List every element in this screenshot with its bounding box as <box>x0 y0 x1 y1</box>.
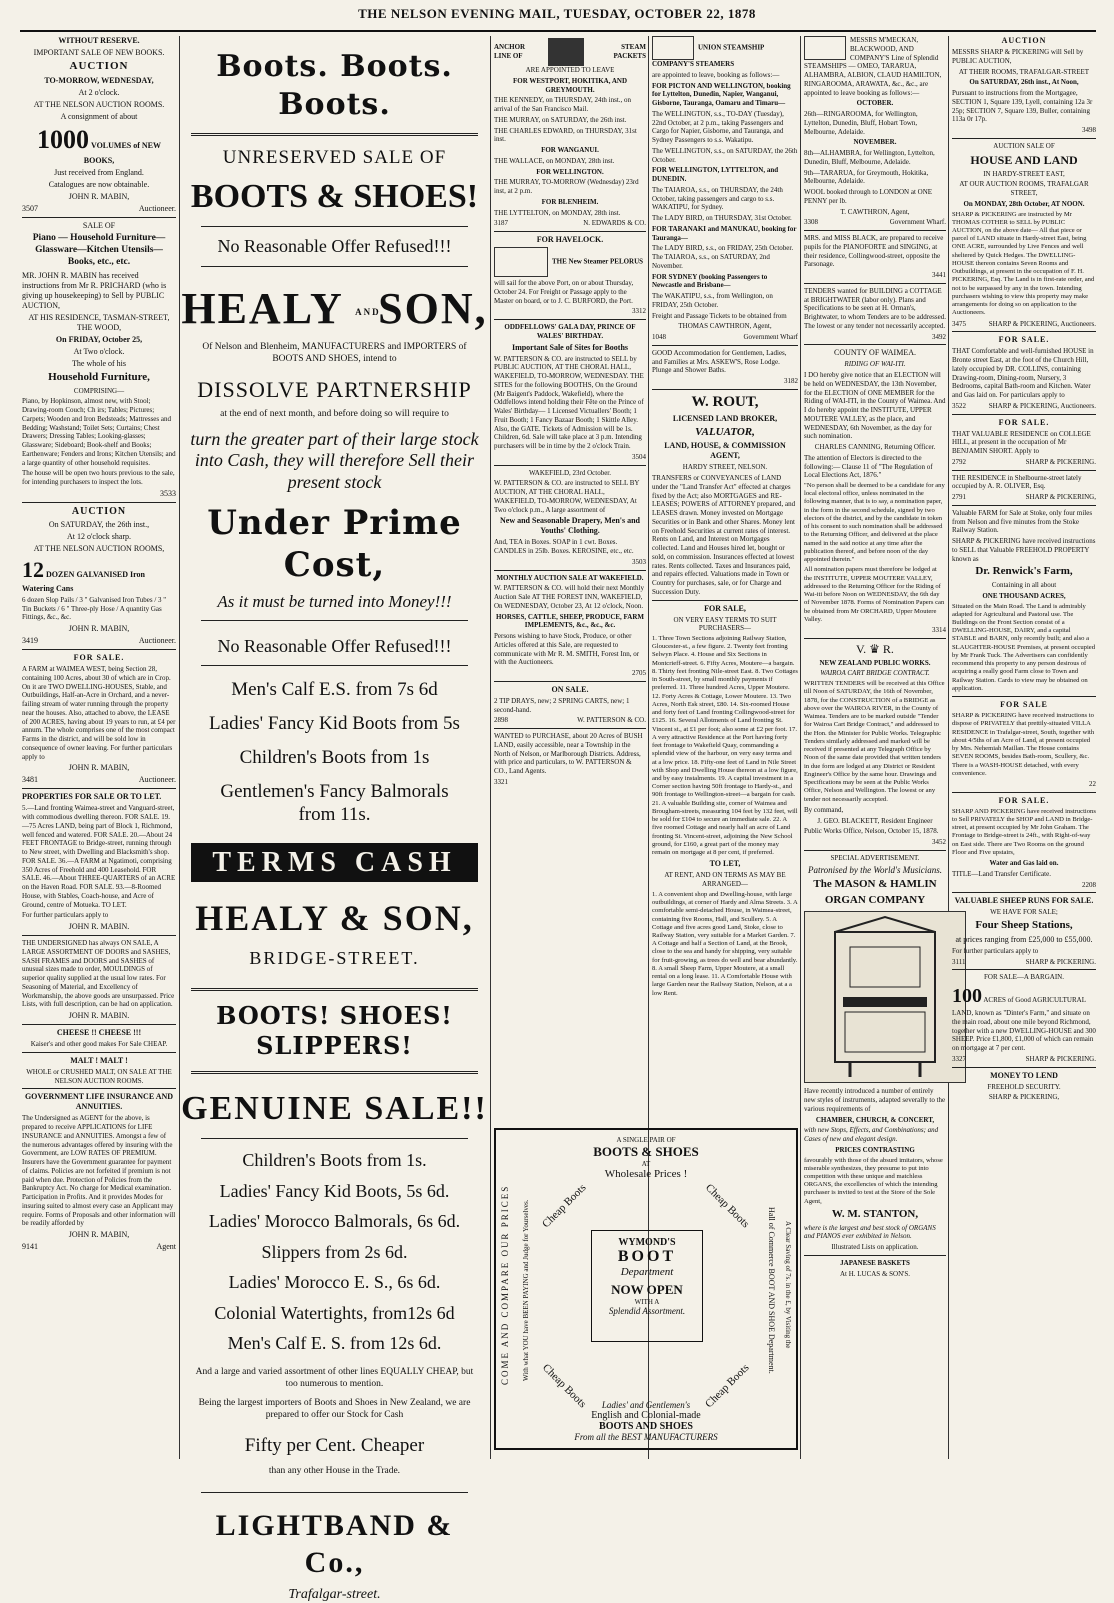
price-line: Gentlemen's Fancy Balmorals from 11s. <box>220 780 449 826</box>
ad-signature: CHARLES CANNING, Returning Officer. <box>814 443 936 451</box>
ad-role: Agent <box>156 1242 176 1252</box>
ad-text: TRANSFERS or CONVEYANCES of LAND under the "Land Transfer Act" effected at charges fixed by the Act; also MORTGAGES and RE-LEASES; POWERS of ATTORNEY prepared, and LEASES drawn. Money invested on Mortgage Securities or in Bank and other Shares. Money lent on Freehold Securities at current rates of interest. Rents on Land, and Interest on Mortgages collected. Land and Houses hired let, bought or sold, on commission. Insurances effected at lowest rates. Rents collected. Taxes and Insurances paid, and repairs effected. Valuations made in Town or Country for purchases, sale, or for Charge and Succession Duty. <box>652 474 796 596</box>
ad-subheading: RIDING OF WAI-ITI. <box>844 360 906 369</box>
price-line: Children's Boots from 1s. <box>242 1150 427 1171</box>
ad-text: On SATURDAY, 26th inst., At Noon, <box>969 78 1079 87</box>
price-line: Men's Calf E. S. from 12s 6d. <box>227 1333 442 1354</box>
ad-text: 26th—RINGAROOMA, for Wellington, Lyttelton, Dunedin, Bluff, Hobart Town, Melbourne, Adelaide. <box>804 110 918 136</box>
column-6 <box>952 36 1096 1459</box>
ad-text: GOOD Accommodation for Gentlemen, Ladies, and Families at Mrs. ASKEW'S, Rose Lodge. Plunge and Shower Baths. <box>652 348 787 375</box>
ad-ref: 1048 <box>652 333 666 341</box>
ad-title: HOUSE AND LAND <box>970 152 1078 167</box>
ad-ref: 2208 <box>1082 880 1096 889</box>
steamer-icon <box>494 247 548 277</box>
ad-text: At 12 o'clock sharp. <box>66 532 132 542</box>
ad-title: ORGAN COMPANY <box>824 893 926 906</box>
cheap-boots-label: Cheap Boots <box>540 1361 589 1411</box>
ad-ref: 3498 <box>1082 126 1096 134</box>
ad-text: Have recently introduced a number of entirely new styles of instruments, adapted severally to the various requirements of <box>804 1087 946 1113</box>
price-line: Colonial Watertights, from12s 6d <box>214 1302 455 1323</box>
ad-text: DOZEN GALVANISED Iron Watering Cans <box>22 570 145 593</box>
ad-text: TENDERS wanted for BUILDING a COTTAGE at BRIGHTWATER (labor only). Plans and Specifications to be seen at H. Orman's, Brightwater, to whom Tenders are to be addressed. The lowest or any tender not necessarily accepted. <box>804 286 946 330</box>
ad-ref: 2792 <box>952 457 966 466</box>
ad-text: TITLE—Land Transfer Certificate. <box>952 869 1051 878</box>
ad-signature: THOMAS CAWTHRON, Agent, <box>678 322 772 331</box>
ad-text: From all the BEST MANUFACTURERS <box>574 1432 718 1442</box>
ad-heading: SALE OF <box>82 221 116 231</box>
ad-title: MALT ! MALT ! <box>70 1055 128 1065</box>
ad-text: ON VERY EASY TERMS TO SUIT PURCHASERS— <box>673 615 777 633</box>
ad-text: THE UNDERSIGNED has always ON SALE, A LARGE ASSORTMENT OF DOORS and SASHES, SASH FRAMES and DOORS and SASHES of unusual sizes made to order, MOULDINGS of superior quality supplied at the usual low rates. For Seasoning of Material, and Excellency of Workmanship, the above goods are unsurpassed. Price Lists, with full description, can be had on application. <box>22 939 175 1009</box>
ad-text: At H. LUCAS & SON'S. <box>839 1269 911 1278</box>
ad-text: Catalogues are now obtainable. <box>48 180 150 190</box>
ad-text: The whole of his <box>72 358 126 368</box>
ad-signature: SHARP & PICKERING, <box>1025 493 1096 502</box>
ad-text: W. PATTERSON & CO. will hold their next Monthly Auction Sale AT THE FOREST INN, WAKEFIELD, On WEDNESDAY, October 23, At 12 o'clock, Noon. <box>494 584 644 610</box>
ship-flag-icon <box>548 38 584 66</box>
ad-text: COMPRISING— <box>73 386 125 395</box>
ad-role: Auctioneer. <box>138 775 176 785</box>
ad-text: at the end of next month, and before doing so will require to <box>220 409 449 419</box>
ad-text: WRITTEN TENDERS will be received at this Office till Noon of SATURDAY, the 16th of November, 1878, for the CONSTRUCTION of a BRIDGE as above over the WAIROA RIVER, in the County of Waimea. Tenders are to be marked outside "Tender for Wairoa Cart Bridge Contract," and addressed to the Hon. the Minister for Public Works. Telegraphic Tenders similarly addressed and marked will be received if presented at any Telegraph Office by Noon of the same date provided that written tenders in due form are lodged at any District or Resident Engineer's Office by the same hour. Drawings and Specifications may be seen at the Public Works Office, Nelson and Wellington. The lowest or any tender not necessarily accepted. <box>804 680 945 803</box>
ad-title: STEAM PACKETS <box>613 43 646 60</box>
ad-text: MESSRS M'MECKAN, BLACKWOOD, AND COMPANY'S Line of Splendid STEAMSHIPS — OMEO, TARARUA, ALHAMBRA, ALBION, CLAUD HAMILTON, RINGAROOMA, ARAWATA, &c., &c., are appointed to leave booking as follows:— <box>804 36 942 97</box>
ad-text: A Clear Saving of 7s. in the £, by Visiting the <box>784 1221 792 1349</box>
ad-text: SHARP & PICKERING have received instructions to SELL that Valuable FREEHOLD PROPERTY known as <box>952 537 1096 563</box>
ad-heading: AUCTION <box>69 60 129 72</box>
ad-heading: TO LET, <box>709 859 741 869</box>
ad-signature: N. EDWARDS & CO. <box>583 219 646 228</box>
ad-text: will sail for the above Port, on or about Thursday, October 24. For Freight or Passage apply to the Master on board, or to J. C. BURFORD, the Port. <box>494 279 634 305</box>
ad-heading: FOR SALE. <box>73 653 125 663</box>
ad-text: The WAKATIPU, s.s., from Wellington, on FRIDAY, 25th October. <box>652 292 773 309</box>
ad-text: No Reasonable Offer Refused!!! <box>217 236 452 257</box>
ad-text: SHARP AND PICKERING have received instructions to Sell PRIVATELY the SHOP and LAND in Bridge-street, at present occupied by Mr John Graham. The Frontage to Bridge-street is 24ft., with Right-of-way on East side. There are Two Rooms on the ground Floor and Five upstairs, <box>952 807 1096 856</box>
ad-text: BOOTS AND SHOES <box>599 1421 693 1432</box>
price-line: Ladies' Morocco E. S., 6s 6d. <box>228 1272 441 1293</box>
ad-text: IMPORTANT SALE OF NEW BOOKS. <box>33 48 165 57</box>
ad-text: Pursuant to instructions from the Mortgagee, SECTION 1, Square 139, Lyell, containing 12a 3r 25p; SECTION 7, Square 139, Buller, containing 113a 0r 17p. <box>952 89 1093 124</box>
ad-text: HARDY STREET, NELSON. <box>682 463 768 472</box>
ad-text: Freight and Passage Tickets to be obtained from <box>652 311 787 320</box>
ad-text: Ladies' and Gentlemen's <box>601 1400 691 1410</box>
price-line: Slippers from 2s 6d. <box>261 1241 408 1262</box>
ad-text: MRS. and MISS BLACK, are prepared to receive pupils for the PIANOFORTE and SINGING, at their residence, Collingwood-street, opposite the Parsonage. <box>804 234 944 269</box>
ad-text: The WELLINGTON, s.s., on SATURDAY, the 26th October. <box>652 146 798 164</box>
ad-text: Situated on the Main Road. The Land is admirably adapted for Agricultural and Pastoral use. The Buildings on the Front Section consist of a DWELLING-HOUSE, DAIRY, and a capital STABLE and BARN, only recently built; and also a SLAUGHTER-HOUSE Premises, at present occupied by Mr Frank Tuck. The Advertisers can confidently recommend this property to any person desirous of acquiring a really good Farm close to Town and Railway Station. Cards to view may be obtained on application. <box>952 602 1096 692</box>
ad-role: Auctioneer. <box>138 204 176 214</box>
ad-ref: 9141 <box>22 1242 38 1252</box>
ad-text: WANTED to PURCHASE, about 20 Acres of BUSH LAND, easily accessible, near a Township in the North of Nelson, or Marlborough Districts. Address, with price and particulars, to W. PATTERSON & CO., Land Agents. <box>494 732 643 775</box>
ad-number: 1000 <box>36 124 89 154</box>
ad-text: W. PATTERSON & CO. are instructed to SELL BY AUCTION, AT THE CHORAL HALL, WAKEFIELD, TO-MORROW, WEDNESDAY, At Two o'clock p.m., A large assortment of <box>494 479 640 514</box>
ad-text: A consignment of about <box>60 111 138 121</box>
ad-role: Auctioneer. <box>138 636 176 646</box>
ad-text: are appointed to leave, booking as follows:— <box>652 70 780 79</box>
ad-text: LICENSED LAND BROKER, <box>672 413 778 423</box>
ad-text: UNRESERVED SALE OF <box>222 147 447 168</box>
ad-title: ANCHOR LINE OF <box>494 43 526 60</box>
ad-text: THAT Comfortable and well-furnished HOUSE in Bronte street East, at the foot of the Church Hill, lately occupied by DR. COLLINS, containing Drawing-room, Dining-room, Nursery, 3 Bedrooms, capital Bath-room and Kitchen. Water and Gas laid on. For particulars apply to <box>952 347 1094 400</box>
ad-text: Containing in all about <box>991 581 1057 590</box>
firm-name: SON, <box>378 283 488 333</box>
ad-title: UNION STEAMSHIP COMPANY'S STEAMERS <box>652 43 764 68</box>
ad-title: BOOTS & SHOES <box>593 1144 699 1159</box>
ad-title: W. M. STANTON, <box>831 1207 919 1220</box>
ad-text: AT THE NELSON AUCTION ROOMS, <box>33 544 165 554</box>
price-line: Children's Boots from 1s <box>239 746 430 768</box>
ad-text: WOOL booked through to LONDON at ONE PENNY per lb. <box>804 188 933 205</box>
ad-text: WITH A <box>634 1298 660 1306</box>
ad-heading: FOR HAVELOCK. <box>536 235 604 244</box>
ad-text: WHOLE or CRUSHED MALT, ON SALE AT THE NELSON AUCTION ROOMS. <box>26 1067 172 1085</box>
ad-text: On FRIDAY, October 25, <box>55 334 143 344</box>
ad-signature: SHARP & PICKERING. <box>1025 457 1096 466</box>
ad-text: IN HARDY-STREET EAST, <box>983 169 1065 178</box>
ad-title: GOVERNMENT LIFE INSURANCE AND ANNUITIES. <box>24 1092 174 1112</box>
ad-text: SHARP & PICKERING have received instructions to dispose of PRIVATELY that prettily-situated VILLA RESIDENCE in Trafalgar-street, South, together with about 4/5ths of an Acre of Land, at present occupied by Mrs. Nehemiah Maillan. The House contains SEVEN ROOMS, besides Bath-room, Scullery, &c. There is a WASH-HOUSE detached, with every convenience. <box>952 712 1095 777</box>
ad-title: Four Sheep Stations, <box>975 919 1073 932</box>
ad-text: On SATURDAY, the 26th inst., <box>48 520 150 530</box>
ad-title: CHEESE !! CHEESE !!! <box>56 1028 142 1038</box>
ad-text: All nomination papers must therefore be lodged at the INSTITUTE, UPPER MOUTERE VALLEY, addressed to the Returning Officer for the Riding of Wai-iti before Noon on WEDNESDAY, the 6th day of November 1878. Forms of Nomination Papers can be obtained from Mr ORCHARD, Upper Moutere Valley. <box>804 566 945 623</box>
organ-icon <box>805 912 965 1082</box>
ad-text: THE KENNEDY, on THURSDAY, 24th inst., on arrival of the San Francisco Mail. <box>494 96 632 113</box>
ad-heading: FOR SALE. <box>998 417 1050 427</box>
firm-name-and: AND <box>355 307 381 318</box>
ad-signature: JOHN R. MABIN. <box>68 922 130 932</box>
ad-ref: 3475 <box>952 319 966 328</box>
ad-ref: 3187 <box>494 219 508 228</box>
ad-title: Fifty per Cent. Cheaper <box>244 1435 425 1457</box>
ad-text: THE New Steamer PELORUS <box>552 257 644 266</box>
ad-title: WYMOND'S <box>618 1237 676 1248</box>
ad-text: CHAMBER, CHURCH, & CONCERT, <box>815 1115 935 1124</box>
ad-ref: 3507 <box>22 204 38 214</box>
column-rule <box>948 36 949 1459</box>
ad-signature: W. PATTERSON & CO. <box>577 716 646 725</box>
masthead-rule <box>20 30 1096 32</box>
ad-heading: VALUABLE SHEEP RUNS FOR SALE. <box>954 896 1094 906</box>
ad-subheading: FOR WANGANUI. <box>541 146 599 154</box>
ad-text: than any other House in the Trade. <box>268 1465 401 1476</box>
steamer-icon <box>652 36 694 60</box>
ad-text: AT THEIR ROOMS, TRAFALGAR-STREET <box>958 67 1090 76</box>
ad-text: At 2 o'clock. <box>78 87 120 97</box>
ad-text: Water and Gas laid on. <box>989 859 1059 868</box>
ad-subheading: NOVEMBER. <box>853 138 897 147</box>
ad-ref: 3522 <box>952 401 966 410</box>
ad-heading: AUCTION SALE OF <box>993 141 1055 150</box>
ad-text: W. PATTERSON & CO. are instructed to SELL by PUBLIC AUCTION, AT THE CHORAL HALL, WAKEFIELD, TO-MORROW, WEDNESDAY. THE SITES for the following BOOTHS, On the Ground (Mr Baigent's Paddock, Wakefield), where the Oddfellows intend holding their Fête on the Prince of Wales' Birthday— 1 Licensed Victuallers' Booth; 1 Fruit Booth; 1 Fancy Bazaar Booth; 1 Skittle Alley. Also, the GATE. Tickets of Admission will be 1s. Children, 6d. Sale will take place at 3 p.m. Intending purchasers will be in time by the 2 o'clock Train. <box>494 354 644 450</box>
ad-ref: 3503 <box>632 557 646 566</box>
ad-text: Illustrated Lists on application. <box>831 1243 919 1252</box>
ad-signature: JOHN R. MABIN, <box>68 763 130 773</box>
ad-signature: SHARP & PICKERING. <box>1025 957 1096 966</box>
ad-title: BOOTS & SHOES! <box>190 177 479 215</box>
ad-text: Piano, by Hopkinson, almost new, with Stool; Drawing-room Couch; Ch irs; Tables; Pictures; Carpets; Wooden and Iron Bedsteads; Mattresses and Bedding; Washstand; Toilet Sets; Curtains; Chest Drawers; Dressing Tables; Looking-glasses; Glassware; Sideboard; Book-shelf and Books; Earthenware; Fenders and Irons; Kitchen Utensils; and a large quantity of other household requisites. <box>22 397 176 467</box>
ad-text: 1. A convenient shop and Dwelling-house, with large outbuildings, at corner of Hardy and Alma Streets. 3. A comfortable semi-detached House, in Waimea-street, containing five Rooms, Hall, and Scullery. 5. A Cottage and five acres good Land, Stoke, close to Railway Station, very suitable for a Market Garden. 7. A Cottage and half a Section of Land, at the Brook, close to the sea and handy for shipping, very suitable for fruit-growing, as trees do well and bear abundantly. 8. A small Sheep Farm, Upper Moutere, at a small rental on a long lease. 11. A Comfortable House with large Garden near the Railway Station, Nelson, at a a low Rent. <box>652 890 798 997</box>
ad-text: THE CHARLES EDWARD, on THURSDAY, 31st inst. <box>494 126 637 144</box>
ad-text: COME AND COMPARE OUR PRICES <box>500 1184 510 1386</box>
ad-text: THE WALLACE, on MONDAY, 28th inst. <box>494 156 615 165</box>
ad-ref: 3111 <box>952 957 966 966</box>
ad-text: SHARP & PICKERING are instructed by Mr THOMAS COTHER to SELL by PUBLIC AUCTION, on the above date— All that piece or parcel of LAND situate in Hardy-street East, being ONE ACRE, surrounded by Live Fences and well sheltered by Quick Hedges. The DWELLING-HOUSE thereon contains Seven Rooms and Outbuildings, at present in the occupation of F. H. PICKERING, Esq. The Land is in first-rate order, and not to be surpassed by any in the town. Intending purchasers wishing to view this property may make arrangements for doing so on application to the Auctioneers. <box>952 210 1095 317</box>
ad-text: 1. Three Town Sections adjoining Railway Station, Gloucester-st., a few figure. 2. Twenty feet fronting Selwyn Place. 4. House and Six Sections in Montcrieff-street. 6. Fifty Acres, Moutere—a bargain. 8. Thirty feet fronting Nile-street East. 8. Two Cottages in South-street, by small monthly payments if preferred. 11. Three hundred Acres, Upper Moutere. 12. Forty Acres & Cottage, Lower Moutere. 13. Two Acres, North Esk street, £80. 14. Six-roomed House and forty feet of Land fronting Collingwood-street for £125. 16. Several Allotments of Land fronting St. Vincent st., at £1 per foot; also some at £2 per foot. 17. A very attractive Residence at the Port having forty feet frontage to Wakefield Quay, commanding a splendid view of the harbour, on very easy terms and at a low price. 18. Fifty-one feet of Land in Nile Street with Shop and Dwelling House thereon at a low figure, and by easy instalments. 19. A capital investment in a Corner section having 50ft frontage to Hardy-st., and 90ft frontage to Wellington-street—a bargain for cash. 21. A valuable Building site, corner of Waimea and Brougham-streets, measuring 104 feet by 132 feet, will be sold for £104 to secure an immediate sale. 22. A five roomed Cottage and nearly half an acre of Land fronting St. Vincent-street, adjoining the New School ground, for £160, a great part of the money may remain on mortgage at 8 per cent, if preferred. <box>652 635 798 857</box>
ad-subheading: WAIROA CART BRIDGE CONTRACT. <box>820 669 930 678</box>
ad-signature: SHARP & PICKERING, <box>988 1093 1060 1102</box>
ad-title: Important Sale of Sites for Booths <box>511 342 629 352</box>
ad-title: Boots. Boots. Boots. <box>216 49 453 122</box>
ad-ref: 3492 <box>932 332 946 341</box>
ad-text: PRICES CONTRASTING <box>835 1145 915 1154</box>
ad-signature: SHARP & PICKERING, Auctioneers. <box>988 319 1096 328</box>
ad-signature: SHARP & PICKERING. <box>1025 1054 1096 1063</box>
ad-text: By command, <box>804 805 844 814</box>
ad-title: The MASON & HAMLIN <box>813 877 937 890</box>
ad-ref: 3452 <box>932 838 946 846</box>
ad-subheading: FOR BLENHEIM. <box>541 197 599 206</box>
column-rule <box>800 36 801 1459</box>
ad-heading: ON SALE. <box>551 684 589 694</box>
column-rule <box>179 36 180 1459</box>
firm-name: HEALY <box>181 283 343 333</box>
ad-text: 8th—ALHAMBRA, for Wellington, Lyttelton, Dunedin, Bluff, Melbourne, Adelaide. <box>804 149 935 166</box>
ad-text: On MONDAY, 28th October, AT NOON. <box>963 199 1085 208</box>
ad-text: favourably with those of the absurd imitators, whose miserable synthesizes, they presume to put into competition with these unique and matchless ORGANS, the excellencies of which the intending purchaser is invited to test at the Store of the Sole Agent, <box>804 1156 943 1205</box>
ad-text: The Undersigned as AGENT for the above, is prepared to receive APPLICATIONS for LIFE INSURANCE and ANNUITIES. Amongst a few of the numerous advantages offered by insuring with the Government, are LOW RATES OF PREMIUM. Insurers have the Government guarantee for payment of claims. Policies are not forfeited if premium is not paid when due. Protection of Policies from the Bankruptcy Act. No charge for Medical examination. Participation in Profits. And it provides Modes for insuring suited to almost every case an Applicant may require. Forms of Proposals and other information will be readily afforded by <box>22 1114 176 1228</box>
ad-heading: FOR SALE. <box>998 335 1050 345</box>
ad-heading: COUNTY OF WAIMEA. <box>834 348 916 358</box>
ad-text: A FARM at WAIMEA WEST, being Section 28, containing 100 Acres, about 30 of which are in Crop. On it are TWO DWELLING-HOUSES, Stable, and Outbuildings, Half-an-Acre in Orchard, and a never-failing stream of water running through the property near the houses. Also, attached to above, the LEASE of 200 ACRES, having about 19 years to run, at £4 per annum. The whole comprises one of the most compact Farms in the district, and will be sold low in consequence of owner leaving. For further particulars apply to <box>22 665 176 761</box>
ad-ref: 3314 <box>932 625 946 634</box>
ad-text: FREEHOLD SECURITY. <box>987 1082 1061 1091</box>
ad-ref: 3533 <box>160 488 176 498</box>
ad-text: With what YOU have BEEN PAYING and Judge for Yourselves. <box>522 1199 530 1381</box>
ad-text: Being the largest importers of Boots and Shoes in New Zealand, we are prepared to offer our Stock for Cash <box>198 1398 471 1421</box>
ad-subheading: FOR TARANAKI and MANUKAU, booking for Tauranga— <box>652 224 797 242</box>
ad-text: At Two o'clock. <box>73 346 125 356</box>
ad-text: "No person shall be deemed to be a candidate for any local electoral office, unless nominated in the following manner, that is to say, a nomination paper, in the form in the second schedule, signed by two electors of the district, and by the candidate in token of his consent to such nomination shall be addressed to the Returning Officer, and delivered at the place named in the said notice at any time after the publication thereof, and before noon of the day appointed therein." <box>804 482 945 564</box>
ad-text: A SINGLE PAIR OF <box>616 1136 676 1144</box>
cheap-boots-label: Cheap Boots <box>703 1361 752 1411</box>
ad-text: For further particulars apply to <box>952 946 1039 955</box>
ad-text: THE MURRAY, TO-MORROW (Wednesday) 23rd inst, at 2 p.m. <box>494 178 639 195</box>
ad-text: Kaiser's and other good makes For Sale CHEAP. <box>30 1040 168 1049</box>
ad-ref: 3312 <box>632 307 646 316</box>
ad-heading: FOR SALE <box>1000 700 1048 710</box>
ad-signature: T. CAWTHRON, Agent, <box>840 207 910 216</box>
wymond-box-ad <box>494 1128 798 1450</box>
ad-text: TO-MORROW, WEDNESDAY, <box>44 75 154 85</box>
ad-ref: 3481 <box>22 775 38 785</box>
ad-text: MESSRS SHARP & PICKERING will Sell by PUBLIC AUCTION, <box>952 48 1084 65</box>
column-2 <box>181 36 488 1602</box>
ad-text: Hall of Commerce BOOT AND SHOE Department. <box>767 1206 776 1374</box>
ad-text: I DO hereby give notice that an ELECTION will be held on WEDNESDAY, the 13th November, for the ELECTION of ONE MEMBER for the Riding of WAI-ITI, in the County of Waimea. And I do hereby appoint the INSTITUTE, UPPER MOUTERE VALLEY, as the place, and WEDNESDAY, 6th November, as the day for such nomination. <box>804 371 946 441</box>
ad-role: Government Wharf <box>743 333 798 341</box>
ad-text: For further particulars apply to <box>22 911 109 920</box>
ad-text: The house will be open two hours previous to the sale, for intending purchasers to inspect the lots. <box>22 469 175 487</box>
ad-text: AT <box>641 1160 651 1168</box>
price-line: Ladies' Fancy Kid Boots, 5s 6d. <box>219 1180 450 1201</box>
ad-title: Under Prime Cost, <box>207 502 462 586</box>
ad-ref: 2791 <box>952 493 966 502</box>
ad-text: The LADY BIRD, s.s., on FRIDAY, 25th October. The TAIAROA, s.s., on SATURDAY, 2nd November. <box>652 244 794 270</box>
ad-number: 100 <box>952 985 982 1008</box>
ad-number: 12 <box>22 557 44 583</box>
ad-role: Government Wharf. <box>889 218 946 227</box>
ad-text: The WELLINGTON, s.s., TO-DAY (Tuesday), 22nd October, at 2 p.m., taking Passengers and Cargo for Napier, Gisborne, and Tauranga, and Sydney Passengers to s.s. Wakatipu. <box>652 109 784 144</box>
ad-title: Dr. Renwick's Farm, <box>975 565 1073 578</box>
ad-title: BOOT <box>617 1248 677 1265</box>
ad-heading: FOR SALE. <box>998 795 1050 805</box>
ad-title: DISSOLVE PARTNERSHIP <box>197 376 472 402</box>
ad-text: THE LYTTELTON, on MONDAY, 28th inst. <box>494 208 621 217</box>
wymond-inner-box <box>591 1230 703 1342</box>
ad-text: LAND, HOUSE, & COMMISSION AGENT, <box>664 441 786 461</box>
ad-subheading: FOR WESTPORT, HOKITIKA, AND GREYMOUTH. <box>512 76 628 94</box>
terms-banner: TERMS CASH <box>191 843 478 882</box>
ad-ref: 22 <box>1089 780 1096 788</box>
ad-text: THAT VALUABLE RESIDENCE on COLLEGE HILL, at present in the occupation of Mr BENJAMIN SHORT. Apply to <box>952 429 1091 456</box>
ad-text: BRIDGE-STREET. <box>249 948 420 969</box>
price-line: Ladies' Morocco Balmorals, 6s 6d. <box>208 1211 461 1232</box>
ad-ref: 3321 <box>494 777 508 786</box>
ad-text: 9th—TARARUA, for Greymouth, Hokitika, Melbourne, Adelaide. <box>804 168 929 186</box>
ad-subheading: FOR SYDNEY (booking Passengers to Newcastle and Brisbane— <box>652 272 768 290</box>
ad-text: Splendid Assortment. <box>608 1306 686 1316</box>
ad-text: THE MURRAY, on SATURDAY, the 26th inst. <box>494 115 627 124</box>
ad-heading: FOR SALE, <box>704 603 746 613</box>
ad-heading: AUCTION <box>1001 36 1047 45</box>
ad-signature: J. GEO. BLACKETT, Resident Engineer <box>817 816 933 825</box>
ad-signature: SHARP & PICKERING, Auctioneers. <box>988 401 1096 410</box>
ad-ref: 3419 <box>22 636 38 646</box>
ad-text: 6 dozen Slop Pails / 3 " Galvanised Iron Tubes / 3 " Tin Buckets / 6 " Three-ply Hose / A quantity Gas Fittings, &c., &c. <box>22 595 167 622</box>
crown-emblem-icon: V. ♛ R. <box>856 641 894 656</box>
ad-text: Persons wishing to have Stock, Produce, or other Articles offered at this Sale, are requested to communicate with Mr R. M. SMITH, Forest Inn, or with the Auctioneers. <box>494 632 640 667</box>
column-5 <box>804 36 946 1459</box>
ad-text: VOLUMES of NEW BOOKS, <box>83 140 162 166</box>
ad-heading: WAKEFIELD, 23rd October. <box>528 468 612 477</box>
ad-heading: MONTHLY AUCTION SALE AT WAKEFIELD. <box>496 573 644 582</box>
ad-text: MR. JOHN R. MABIN has received instructions from Mr R. PRICHARD (who is giving up housekeeping) to Sell by PUBLIC AUCTION, <box>22 270 167 310</box>
ad-heading: ODDFELLOWS' GALA DAY, PRINCE OF WALES' BIRTHDAY. <box>504 323 636 340</box>
ad-text: Just received from England. <box>54 168 144 178</box>
ad-ref: 3441 <box>932 271 946 279</box>
ad-text: with new Stops, Effects, and Combinations; and Cases of new and elegant design. <box>804 1126 939 1143</box>
ad-text: Trafalgar-street. <box>288 1586 381 1602</box>
ad-signature: JOHN R. MABIN, <box>68 1230 130 1240</box>
ad-subheading: FOR PICTON AND WELLINGTON, booking for Lyttelton, Dunedin, Napier, Wanganui, Gisborne, Tauranga, Oamaru and Timaru— <box>652 81 791 107</box>
ad-text: ARE APPOINTED TO LEAVE <box>525 66 615 74</box>
firm-name: HEALY & SON, <box>195 898 474 939</box>
ad-text: AT RENT, AND ON TERMS AS MAY BE ARRANGED— <box>664 871 786 889</box>
ad-title: NOW OPEN <box>611 1282 683 1297</box>
price-line: Men's Calf E.S. from 7s 6d <box>231 679 438 701</box>
ad-text: VALUATOR, <box>695 425 755 438</box>
ad-text: And, TEA in Boxes. SOAP in 1 cwt. Boxes. CANDLES in 25lb. Boxes. KEROSINE, etc., etc. <box>494 538 634 555</box>
steamer-icon <box>804 36 846 60</box>
ad-ref: 3327 <box>952 1054 966 1063</box>
ad-text: turn the greater part of their large stock into Cash, they will therefore Sell their present stock <box>190 428 479 493</box>
ad-subheading: OCTOBER. <box>856 99 894 108</box>
ad-title: MONEY TO LEND <box>990 1070 1058 1080</box>
ad-title: Household Furniture, <box>48 370 150 383</box>
ad-text: As it must be turned into Money!!! <box>217 591 452 611</box>
ad-text: The TAIAROA, s.s., on THURSDAY, the 24th October, taking passengers and cargo to s.s. WAKATIPU, for Sydney. <box>652 185 783 212</box>
ad-ref: 3182 <box>784 377 798 385</box>
ad-text: English and Colonial-made <box>591 1410 701 1421</box>
ad-heading: FOR SALE—A BARGAIN. <box>984 973 1064 982</box>
ad-text: 5.—Land fronting Waimea-street and Vanguard-street, with commodious dwelling thereon. FOR SALE. 19.—75 Acres LAND, being part of Block 1, Richmond, well fenced and watered. FOR SALE. 20.—About 24 FEET FRONTAGE to Bridge-street, running through to New street, with Dwelling and Blacksmith's shop. FOR SALE. 36.—A FARM at Ngatimoti, comprising 350 Acres of Freehold and 400 Leasehold. FOR SALE. 46.—About THREE-QUARTERS of an ACRE on the Haven Road. FOR SALE. 93.—8-Roomed House, with Stables, Coach-house, and Acre of Ground, centre of Motueka. TO LET. <box>22 804 176 909</box>
ad-text: WE HAVE FOR SALE; <box>990 908 1058 917</box>
ad-ref: 2898 <box>494 716 508 725</box>
ad-subheading: FOR WELLINGTON. <box>536 167 604 176</box>
ad-text: Department <box>620 1266 674 1278</box>
ad-text: AT HIS RESIDENCE, TASMAN-STREET, THE WOOD, <box>28 312 170 332</box>
ad-heading: AUCTION <box>71 505 127 517</box>
ad-text: AT THE NELSON AUCTION ROOMS. <box>33 99 165 109</box>
cheap-boots-label: Cheap Boots <box>540 1181 589 1231</box>
ad-text: The LADY BIRD, on THURSDAY, 31st October. <box>652 214 792 222</box>
price-line: Ladies' Fancy Kid Boots from 5s <box>209 713 460 735</box>
ad-title: BOOTS! SHOES! SLIPPERS! <box>216 1000 453 1060</box>
ad-title: W. ROUT, <box>691 393 759 410</box>
ad-text: Valuable FARM for Sale at Stoke, only four miles from Nelson and five minutes from the Stoke Railway Station. <box>952 508 1093 535</box>
ad-ref: 2705 <box>632 669 646 677</box>
ad-title: JAPANESE BASKETS <box>840 1258 910 1267</box>
organ-illustration <box>804 911 966 1083</box>
ad-subheading: FOR WELLINGTON, LYTTELTON, and DUNEDIN. <box>652 166 779 183</box>
ad-signature: JOHN R. MABIN, <box>68 624 130 634</box>
ad-heading: PROPERTIES FOR SALE OR TO LET. <box>22 792 162 802</box>
ad-heading: WITHOUT RESERVE. <box>58 36 140 45</box>
cheap-boots-label: Cheap Boots <box>703 1181 752 1231</box>
ad-ref: 3504 <box>632 452 646 461</box>
ad-text: Wholesale Prices ! <box>604 1168 688 1180</box>
ad-text: THE RESIDENCE in Shelbourne-street lately occupied by A. R. OLIVER, Esq. <box>952 473 1082 491</box>
ad-text: ONE THOUSAND ACRES, <box>982 591 1066 600</box>
ad-text: where is the largest and best stock of ORGANS and PIANOS ever exhibited in Nelson. <box>804 1223 936 1241</box>
ad-heading: NEW ZEALAND PUBLIC WORKS. <box>819 658 931 667</box>
ad-text: AT OUR AUCTION ROOMS, TRAFALGAR STREET, <box>959 180 1089 197</box>
ad-text: ACRES of Good AGRICULTURAL LAND, known as "Dinter's Farm," and situate on the main road, about one mile beyond Richmond, together with a new DWELLING-HOUSE and 300 SHEEP. Price £1,800, £1,000 of which can remain on mortgage at 7 per cent. <box>952 996 1096 1053</box>
ad-ref: 3308 <box>804 218 818 227</box>
ad-heading: SPECIAL ADVERTISEMENT. <box>830 853 920 862</box>
ad-text: And a large and varied assortment of other lines EQUALLY CHEAP, but too numerous to mention. <box>195 1366 474 1389</box>
ad-text: at prices ranging from £25,000 to £55,000. <box>955 934 1093 944</box>
ad-signature: JOHN R. MABIN. <box>68 1011 130 1021</box>
ad-title: GENUINE SALE!! <box>181 1089 488 1127</box>
ad-title: Piano — Household Furniture—Glassware—Kitchen Utensils—Books, etc., etc. <box>32 233 166 267</box>
ad-text: The attention of Electors is directed to the following:— Clause 11 of "The Regulation of Local Elections Act, 1876." <box>804 453 933 480</box>
ad-text: Patronised by the World's Musicians. <box>807 864 942 875</box>
ad-title: New and Seasonable Drapery, Men's and Youths' Clothing. <box>499 516 640 536</box>
ad-signature: JOHN R. MABIN, <box>68 192 130 202</box>
ad-text: No Reasonable Offer Refused!!! <box>217 635 452 656</box>
ad-text: 2 TIP DRAYS, new; 2 SPRING CARTS, new; 1 second-hand. <box>494 696 630 714</box>
column-1 <box>22 36 176 1459</box>
ad-text: Of Nelson and Blenheim, MANUFACTURERS and IMPORTERS of BOOTS AND SHOES, intend to <box>202 341 467 364</box>
column-rule <box>490 36 491 1459</box>
ad-text: Public Works Office, Nelson, October 15, 1878. <box>804 827 939 836</box>
masthead: THE NELSON EVENING MAIL, TUESDAY, OCTOBER 22, 1878 <box>358 6 756 21</box>
firm-name: LIGHTBAND & Co., <box>215 1508 454 1580</box>
ad-title: HORSES, CATTLE, SHEEP, PRODUCE, FARM IMPLEMENTS, &c., &c., &c. <box>495 612 645 630</box>
